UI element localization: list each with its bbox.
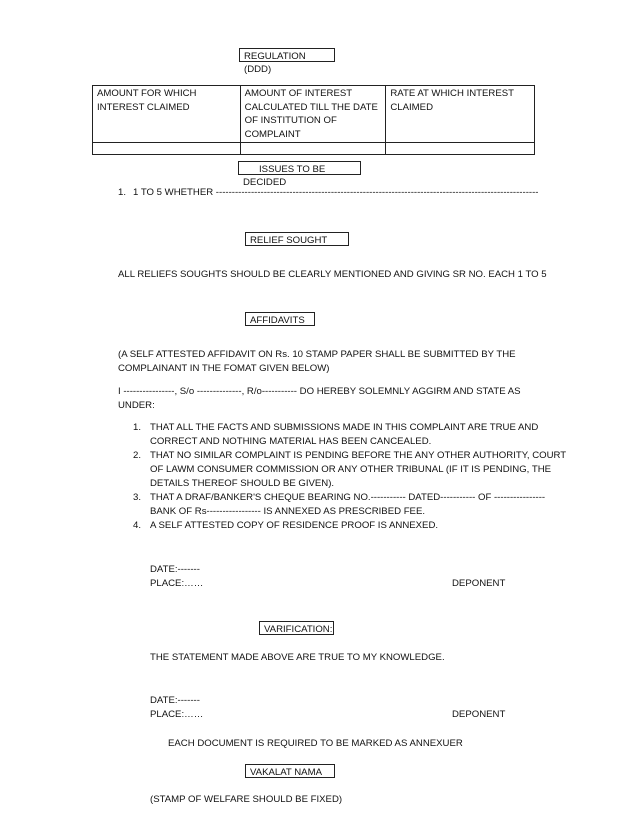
date-label: DATE:------- (150, 695, 200, 706)
affidavit-point-line: A SELF ATTESTED COPY OF RESIDENCE PROOF IS ANNEXED. (150, 520, 439, 531)
table-cell (93, 143, 241, 155)
place-label: PLACE:…… (150, 709, 204, 720)
stamp-note: (STAMP OF WELFARE SHOULD BE FIXED) (150, 794, 343, 805)
interest-table (92, 85, 535, 155)
affidavit-point-number: 1. (133, 422, 142, 433)
declaration-line1: I ----------------, S/o --------------, R/o----------- DO HEREBY SOLEMNLY AGGIRM AND STATE AS (118, 386, 521, 397)
table-header-row (93, 86, 535, 143)
regulation-heading: REGULATION (DDD) (239, 48, 335, 62)
issues-heading-text: ISSUES TO BE DECIDED (243, 164, 326, 188)
vakalat-heading: VAKALAT NAMA (245, 764, 335, 778)
affidavit-point-line: OF LAWM CONSUMER COMMISSION OR ANY OTHER TRIBUNAL (IF IT IS PENDING, THE (150, 464, 552, 475)
issues-item-text: 1 TO 5 WHETHER ----------------------------------------------------------------------------------------------------- (133, 187, 539, 198)
table-header-cell: AMOUNT OF INTEREST CALCULATED TILL THE DATE OF INSTITUTION OF COMPLAINT (240, 86, 386, 143)
table-header-cell: AMOUNT FOR WHICH INTEREST CLAIMED (93, 86, 241, 143)
verification-heading: VARIFICATION: (259, 621, 334, 635)
table-cell (386, 143, 535, 155)
issues-heading (238, 161, 361, 188)
relief-heading: RELIEF SOUGHT (245, 232, 349, 246)
relief-text: ALL RELIEFS SOUGHTS SHOULD BE CLEARLY MENTIONED AND GIVING SR NO. EACH 1 TO 5 (118, 269, 547, 280)
affidavit-point-number: 3. (133, 492, 142, 503)
affidavit-point-number: 4. (133, 520, 142, 531)
deponent-label: DEPONENT (452, 709, 506, 720)
affidavit-point-line: DETAILS THEREOF SHOULD BE GIVEN). (150, 478, 335, 489)
affidavit-intro-line1: (A SELF ATTESTED AFFIDAVIT ON Rs. 10 STAMP PAPER SHALL BE SUBMITTED BY THE (118, 349, 516, 360)
affidavit-point-line: THAT NO SIMILAR COMPLAINT IS PENDING BEFORE THE ANY OTHER AUTHORITY, COURT (150, 450, 567, 461)
table-cell (240, 143, 386, 155)
annexure-note: EACH DOCUMENT IS REQUIRED TO BE MARKED AS ANNEXUER (168, 738, 463, 749)
date-label: DATE:------- (150, 564, 200, 575)
affidavit-intro-line2: COMPLAINANT IN THE FOMAT GIVEN BELOW) (118, 363, 330, 374)
issues-item-number: 1. (118, 187, 127, 198)
affidavit-point-line: THAT ALL THE FACTS AND SUBMISSIONS MADE IN THIS COMPLAINT ARE TRUE AND (150, 422, 539, 433)
declaration-line2: UNDER: (118, 400, 155, 411)
table-header-cell: RATE AT WHICH INTEREST CLAIMED (386, 86, 535, 143)
affidavit-point-number: 2. (133, 450, 142, 461)
affidavit-point-line: BANK OF Rs----------------- IS ANNEXED AS PRESCRIBED FEE. (150, 506, 426, 517)
affidavits-heading: AFFIDAVITS (245, 312, 315, 326)
affidavit-point-line: CORRECT AND NOTHING MATERIAL HAS BEEN CANCEALED. (150, 436, 432, 447)
deponent-label: DEPONENT (452, 578, 506, 589)
affidavit-point-line: THAT A DRAF/BANKER'S CHEQUE BEARING NO.----------- DATED----------- OF ---------------- (150, 492, 546, 503)
verification-text: THE STATEMENT MADE ABOVE ARE TRUE TO MY KNOWLEDGE. (150, 652, 445, 663)
table-row (93, 143, 535, 155)
place-label: PLACE:…… (150, 578, 204, 589)
